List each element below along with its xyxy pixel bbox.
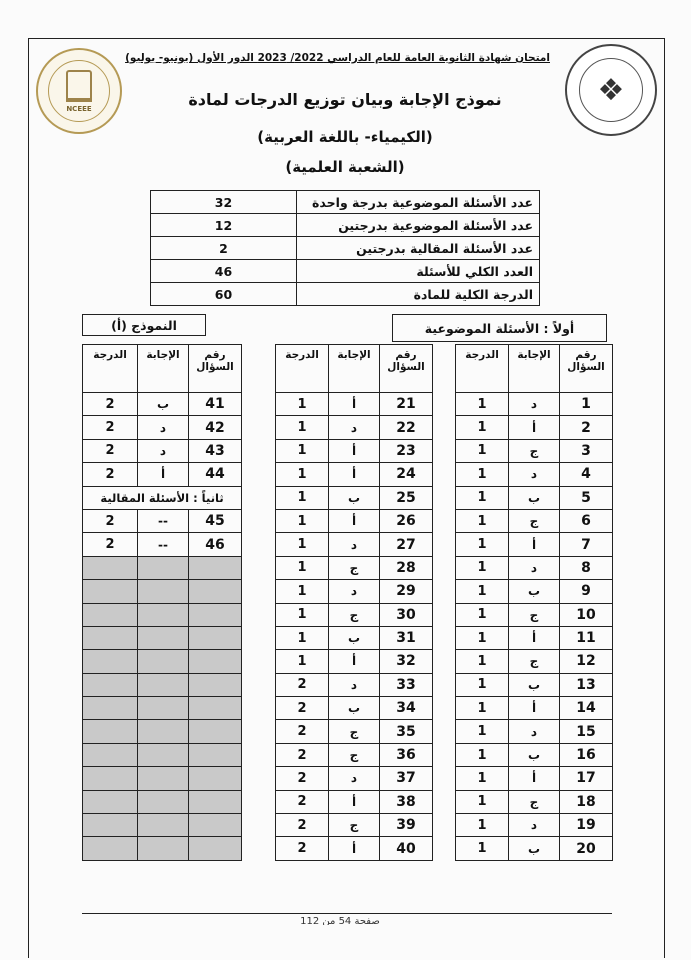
blank-cell (83, 603, 138, 626)
blank-cell (189, 673, 242, 696)
answer-row (83, 509, 242, 532)
mark-cell: 1 (456, 416, 509, 439)
summary-value: 2 (151, 237, 297, 260)
answer-row (456, 603, 613, 626)
mark-cell: 1 (276, 463, 329, 486)
answer-cell: د (138, 439, 189, 462)
model-label: النموذج (أ) (82, 314, 206, 336)
mark-cell: 1 (456, 556, 509, 579)
answer-cell: ج (509, 650, 560, 673)
blank-row (83, 673, 242, 696)
mark-cell: 1 (456, 486, 509, 509)
answer-cell: د (509, 393, 560, 416)
question-number: 8 (560, 556, 613, 579)
mark-cell: 2 (83, 416, 138, 439)
question-number: 13 (560, 673, 613, 696)
question-number: 7 (560, 533, 613, 556)
question-number: 1 (560, 393, 613, 416)
question-number: 18 (560, 790, 613, 813)
answer-cell: د (329, 767, 380, 790)
mark-cell: 1 (456, 509, 509, 532)
question-number: 42 (189, 416, 242, 439)
mark-cell: 2 (83, 439, 138, 462)
answer-cell: د (138, 416, 189, 439)
col-header-answer: الإجابة (509, 345, 560, 393)
answer-cell: ب (509, 743, 560, 766)
question-number: 15 (560, 720, 613, 743)
mark-cell: 1 (276, 416, 329, 439)
mark-cell: 2 (276, 673, 329, 696)
col-header-answer: الإجابة (329, 345, 380, 393)
blank-cell (189, 767, 242, 790)
answer-cell: ب (329, 697, 380, 720)
question-number: 41 (189, 393, 242, 416)
answer-row (276, 814, 433, 837)
summary-row (151, 260, 540, 283)
mark-cell: 1 (456, 767, 509, 790)
footer-rule (82, 913, 612, 914)
answer-row (456, 416, 613, 439)
answer-row (276, 393, 433, 416)
blank-row (83, 556, 242, 579)
building-icon (66, 70, 92, 102)
answer-cell: د (509, 720, 560, 743)
answer-cell: أ (138, 463, 189, 486)
answer-row (456, 393, 613, 416)
mark-cell: 2 (83, 393, 138, 416)
question-number: 46 (189, 533, 242, 556)
blank-cell (138, 603, 189, 626)
mark-cell: 1 (276, 393, 329, 416)
ministry-seal (565, 44, 657, 136)
blank-cell (83, 580, 138, 603)
answer-row (83, 463, 242, 486)
col-header-answer: الإجابة (138, 345, 189, 393)
blank-row (83, 814, 242, 837)
blank-cell (83, 556, 138, 579)
answer-cell: ب (509, 486, 560, 509)
exam-header-line: امتحان شهادة الثانوية العامة للعام الدراسي 2022/ 2023 الدور الأول (يونيو- يوليو) (125, 52, 550, 64)
mark-cell: 2 (276, 720, 329, 743)
answer-row (456, 486, 613, 509)
answer-cell: أ (509, 626, 560, 649)
mark-cell: 1 (456, 580, 509, 603)
question-number: 28 (380, 556, 433, 579)
mark-cell: 1 (456, 673, 509, 696)
blank-cell (138, 556, 189, 579)
question-number: 26 (380, 509, 433, 532)
mark-cell: 2 (276, 697, 329, 720)
blank-cell (83, 673, 138, 696)
answer-cell: أ (509, 767, 560, 790)
answer-row (276, 463, 433, 486)
title-line-1: نموذج الإجابة وبيان توزيع الدرجات لمادة (188, 90, 502, 109)
answer-row (456, 533, 613, 556)
mark-cell: 2 (276, 837, 329, 860)
mark-cell: 1 (456, 393, 509, 416)
mark-cell: 1 (456, 837, 509, 860)
blank-row (83, 626, 242, 649)
blank-cell (138, 626, 189, 649)
blank-cell (138, 837, 189, 860)
blank-cell (189, 814, 242, 837)
answer-cell: ب (329, 486, 380, 509)
mark-cell: 1 (456, 439, 509, 462)
question-number: 35 (380, 720, 433, 743)
mark-cell: 1 (276, 439, 329, 462)
mark-cell: 2 (83, 463, 138, 486)
answer-cell: ج (509, 790, 560, 813)
blank-row (83, 697, 242, 720)
summary-label: عدد الأسئلة المقالية بدرجتين (297, 237, 540, 260)
answer-row (456, 837, 613, 860)
summary-row (151, 283, 540, 306)
answer-cell: ب (509, 673, 560, 696)
answer-cell: أ (329, 463, 380, 486)
blank-cell (189, 790, 242, 813)
summary-row (151, 191, 540, 214)
answer-row (83, 533, 242, 556)
answer-row (276, 720, 433, 743)
answer-cell: ج (509, 439, 560, 462)
question-number: 22 (380, 416, 433, 439)
question-number: 11 (560, 626, 613, 649)
blank-row (83, 603, 242, 626)
answers-table-21-40 (275, 344, 433, 861)
blank-cell (189, 743, 242, 766)
question-number: 9 (560, 580, 613, 603)
blank-row (83, 650, 242, 673)
answer-cell: ج (509, 603, 560, 626)
answer-row (456, 580, 613, 603)
answer-row (83, 439, 242, 462)
question-number: 4 (560, 463, 613, 486)
blank-cell (189, 626, 242, 649)
answer-cell: د (509, 463, 560, 486)
answers-table-41-46 (82, 344, 242, 861)
question-number: 14 (560, 697, 613, 720)
answer-cell: د (329, 580, 380, 603)
question-number: 25 (380, 486, 433, 509)
answer-cell: أ (329, 393, 380, 416)
answer-cell: ج (329, 814, 380, 837)
mark-cell: 1 (456, 697, 509, 720)
blank-cell (189, 650, 242, 673)
question-number: 31 (380, 626, 433, 649)
answer-row (276, 790, 433, 813)
answer-row (456, 767, 613, 790)
question-number: 44 (189, 463, 242, 486)
answer-cell: أ (509, 416, 560, 439)
question-number: 21 (380, 393, 433, 416)
answer-row (456, 556, 613, 579)
question-number: 37 (380, 767, 433, 790)
answer-row (456, 673, 613, 696)
mark-cell: 2 (83, 533, 138, 556)
answer-cell: ج (329, 556, 380, 579)
mark-cell: 1 (276, 580, 329, 603)
answer-row (456, 439, 613, 462)
answer-row (276, 767, 433, 790)
answer-row (276, 486, 433, 509)
blank-cell (83, 697, 138, 720)
answer-cell: د (329, 673, 380, 696)
blank-cell (138, 720, 189, 743)
blank-row (83, 580, 242, 603)
question-number: 33 (380, 673, 433, 696)
summary-value: 46 (151, 260, 297, 283)
answer-row (456, 814, 613, 837)
blank-cell (83, 814, 138, 837)
answer-row (83, 393, 242, 416)
mark-cell: 1 (276, 603, 329, 626)
question-number: 6 (560, 509, 613, 532)
answer-cell: د (329, 533, 380, 556)
answer-cell: ج (329, 720, 380, 743)
answer-cell: -- (138, 533, 189, 556)
blank-cell (138, 767, 189, 790)
blank-row (83, 790, 242, 813)
blank-cell (83, 650, 138, 673)
answer-row (456, 626, 613, 649)
mark-cell: 1 (276, 626, 329, 649)
answer-cell: د (509, 814, 560, 837)
blank-cell (83, 790, 138, 813)
question-number: 39 (380, 814, 433, 837)
answer-row (456, 650, 613, 673)
answer-row (276, 626, 433, 649)
answer-row (456, 509, 613, 532)
answer-row (276, 837, 433, 860)
question-number: 2 (560, 416, 613, 439)
question-number: 20 (560, 837, 613, 860)
question-number: 27 (380, 533, 433, 556)
mark-cell: 1 (276, 650, 329, 673)
answer-cell: أ (329, 837, 380, 860)
mark-cell: 1 (456, 603, 509, 626)
question-number: 12 (560, 650, 613, 673)
mark-cell: 1 (456, 463, 509, 486)
answer-row (456, 720, 613, 743)
question-number: 40 (380, 837, 433, 860)
blank-cell (189, 603, 242, 626)
summary-value: 12 (151, 214, 297, 237)
summary-row (151, 237, 540, 260)
blank-cell (83, 626, 138, 649)
col-header-mark: الدرجة (83, 345, 138, 393)
title-line-3: (الشعبة العلمية) (285, 158, 405, 176)
question-number: 45 (189, 509, 242, 532)
answer-cell: ج (329, 743, 380, 766)
question-number: 29 (380, 580, 433, 603)
summary-label: العدد الكلي للأسئلة (297, 260, 540, 283)
answer-row (276, 650, 433, 673)
mark-cell: 1 (456, 533, 509, 556)
blank-cell (138, 743, 189, 766)
essay-section-label: ثانياً : الأسئلة المقالية (83, 486, 242, 509)
question-number: 19 (560, 814, 613, 837)
blank-cell (189, 556, 242, 579)
answer-cell: ب (509, 837, 560, 860)
question-number: 38 (380, 790, 433, 813)
answer-cell: ب (138, 393, 189, 416)
summary-label: عدد الأسئلة الموضوعية بدرجة واحدة (297, 191, 540, 214)
mark-cell: 2 (276, 814, 329, 837)
answer-row (276, 673, 433, 696)
mark-cell: 1 (276, 509, 329, 532)
answers-table-1-20 (455, 344, 613, 861)
answer-cell: أ (329, 650, 380, 673)
summary-label: الدرجة الكلية للمادة (297, 283, 540, 306)
answer-cell: أ (329, 439, 380, 462)
summary-table (150, 190, 540, 306)
logo-label: NCEEE (66, 104, 92, 113)
essay-section-row (83, 486, 242, 509)
mark-cell: 2 (276, 790, 329, 813)
col-header-q: رقم السؤال (380, 345, 433, 393)
answer-cell: أ (329, 790, 380, 813)
question-number: 30 (380, 603, 433, 626)
blank-cell (83, 837, 138, 860)
summary-label: عدد الأسئلة الموضوعية بدرجتين (297, 214, 540, 237)
mark-cell: 2 (83, 509, 138, 532)
objective-section-label: أولاً : الأسئلة الموضوعية (392, 314, 607, 342)
col-header-q: رقم السؤال (560, 345, 613, 393)
question-number: 3 (560, 439, 613, 462)
answer-cell: أ (509, 533, 560, 556)
blank-cell (189, 837, 242, 860)
nceee-logo (36, 48, 122, 134)
question-number: 17 (560, 767, 613, 790)
blank-cell (138, 790, 189, 813)
answer-row (456, 463, 613, 486)
title-line-2: (الكيمياء- باللغة العربية) (257, 128, 433, 146)
answer-cell: أ (509, 697, 560, 720)
blank-cell (138, 580, 189, 603)
answer-row (276, 743, 433, 766)
answer-row (83, 416, 242, 439)
question-number: 16 (560, 743, 613, 766)
blank-row (83, 743, 242, 766)
answer-row (276, 416, 433, 439)
mark-cell: 1 (456, 790, 509, 813)
answer-row (276, 556, 433, 579)
page-number: صفحة 54 من 112 (300, 916, 380, 925)
mark-cell: 1 (456, 626, 509, 649)
blank-cell (138, 673, 189, 696)
answer-cell: د (509, 556, 560, 579)
question-number: 23 (380, 439, 433, 462)
mark-cell: 2 (276, 743, 329, 766)
blank-cell (83, 720, 138, 743)
answer-cell: ب (509, 580, 560, 603)
question-number: 32 (380, 650, 433, 673)
blank-cell (189, 720, 242, 743)
answer-row (276, 439, 433, 462)
mark-cell: 1 (456, 814, 509, 837)
blank-row (83, 837, 242, 860)
summary-value: 32 (151, 191, 297, 214)
answer-row (276, 509, 433, 532)
answer-cell: أ (329, 509, 380, 532)
blank-row (83, 720, 242, 743)
mark-cell: 2 (276, 767, 329, 790)
mark-cell: 1 (276, 486, 329, 509)
answer-row (456, 790, 613, 813)
mark-cell: 1 (456, 650, 509, 673)
answer-row (276, 580, 433, 603)
question-number: 5 (560, 486, 613, 509)
answer-row (456, 743, 613, 766)
summary-value: 60 (151, 283, 297, 306)
answer-cell: ج (509, 509, 560, 532)
question-number: 36 (380, 743, 433, 766)
answer-row (276, 533, 433, 556)
answer-row (456, 697, 613, 720)
blank-cell (83, 767, 138, 790)
eagle-icon: ❖ (597, 72, 625, 108)
blank-cell (189, 697, 242, 720)
blank-cell (138, 697, 189, 720)
mark-cell: 1 (276, 556, 329, 579)
blank-cell (189, 580, 242, 603)
answer-cell: ب (329, 626, 380, 649)
question-number: 24 (380, 463, 433, 486)
blank-cell (83, 743, 138, 766)
col-header-mark: الدرجة (276, 345, 329, 393)
answer-cell: د (329, 416, 380, 439)
blank-cell (138, 650, 189, 673)
answer-row (276, 603, 433, 626)
blank-cell (138, 814, 189, 837)
col-header-q: رقم السؤال (189, 345, 242, 393)
question-number: 10 (560, 603, 613, 626)
question-number: 43 (189, 439, 242, 462)
summary-row (151, 214, 540, 237)
answer-cell: ج (329, 603, 380, 626)
question-number: 34 (380, 697, 433, 720)
mark-cell: 1 (456, 743, 509, 766)
mark-cell: 1 (276, 533, 329, 556)
blank-row (83, 767, 242, 790)
answer-row (276, 697, 433, 720)
answer-cell: -- (138, 509, 189, 532)
col-header-mark: الدرجة (456, 345, 509, 393)
mark-cell: 1 (456, 720, 509, 743)
